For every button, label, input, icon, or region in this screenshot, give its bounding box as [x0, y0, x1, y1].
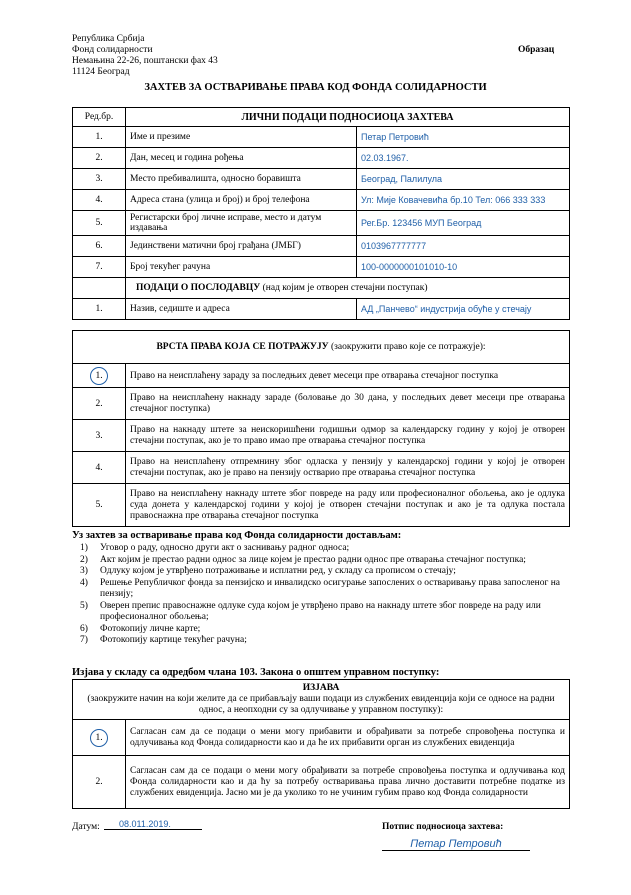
table-row — [73, 236, 570, 257]
row-label: Број текућег рачуна — [126, 257, 357, 278]
item-no: 7) — [80, 635, 88, 645]
org-line: Немањина 22-26, поштански фах 43 — [72, 56, 218, 66]
option-no-cell — [73, 720, 126, 756]
name-field[interactable]: Петар Петровић — [357, 127, 570, 148]
personal-heading: ЛИЧНИ ПОДАЦИ ПОДНОСИОЦА ЗАХТЕВА — [126, 108, 570, 127]
attachments-heading: Уз захтев за остваривање права код Фонда солидарности достављам: — [72, 530, 402, 541]
rights-note: (заокружити право које се потражује): — [330, 342, 486, 352]
option-no[interactable]: 4. — [73, 452, 126, 484]
row-no: 5. — [73, 211, 126, 236]
right-option[interactable] — [73, 364, 570, 388]
org-line: Фонд солидарности — [72, 45, 153, 55]
right-option[interactable] — [73, 388, 570, 420]
rights-heading-cell — [73, 331, 570, 364]
form-tag: Образац — [518, 45, 555, 55]
bank-account-field[interactable]: 100-0000000101010-10 — [357, 257, 570, 278]
item-text: Решење Републичког фонда за пензијско и инвалидско осигурање запослених о остваривању права запосленог на пензију; — [100, 577, 561, 599]
row-label: Регистарски број личне исправе, место и датум издавања — [126, 211, 357, 236]
item-text: Фотокопију личне карте; — [100, 623, 201, 634]
statement-option[interactable] — [73, 756, 570, 809]
personal-data-table — [72, 107, 570, 320]
attachments-list — [80, 543, 580, 647]
col-header-no: Ред.бр. — [73, 108, 126, 127]
residence-field[interactable]: Београд, Палилула — [357, 169, 570, 190]
statement-heading: Изјава у складу са одредбом члана 103. Закона о општем управном поступку: — [72, 667, 440, 678]
sender-address — [72, 34, 218, 78]
signature-label: Потпис подносиоца захтева: — [382, 822, 504, 832]
option-text: Право на неисплаћену зараду за последњих девет месеци пре отварања стечајног поступка — [126, 364, 570, 388]
option-text: Сагласан сам да се подаци о мени могу прибавити и обрађивати за потребе спровођења поступка и одлучивања код Фонда солидарности као и да ће их прибавити орган из службених евиденција — [126, 720, 570, 756]
row-label: Адреса стана (улица и број) и број телефона — [126, 190, 357, 211]
statement-box-note: (заокружите начин на који желите да се прибављају вaши подаци из службених евиденција који се односе на радни однос, а неопходни су за одлучивање у управном поступку): — [87, 694, 555, 715]
option-text: Сагласан сам да се подаци о мени могу обрађивати за потребе спровођења поступка и одлучивања код Фонда солидарности као и да ћу за потребу остваривања права лично доставити потребне податке из службених евиденција. Јасно ми је да уколико то не учиним губим право код Фонда солидарности — [126, 756, 570, 809]
row-no: 3. — [73, 169, 126, 190]
row-label: Место пребивалишта, односно боравишта — [126, 169, 357, 190]
birthdate-field[interactable]: 02.03.1967. — [357, 148, 570, 169]
row-no: 1. — [73, 299, 126, 320]
list-item — [80, 566, 580, 578]
table-row — [73, 211, 570, 236]
item-text: Оверен препис правоснажне одлуке суда којом је утврђено право на накнаду штете због повреде на раду или професионалног обољења; — [100, 600, 541, 622]
item-text: Фотокопију картице текућег рачуна; — [100, 635, 247, 645]
item-no: 4) — [80, 577, 88, 588]
row-no: 4. — [73, 190, 126, 211]
table-row — [73, 169, 570, 190]
employer-heading: ПОДАЦИ О ПОСЛОДАВЦУ — [136, 283, 261, 293]
table-row — [73, 148, 570, 169]
row-no: 7. — [73, 257, 126, 278]
item-no: 3) — [80, 566, 88, 576]
option-text: Право на накнаду штете за неискоришћени годишњи одмор за календарску годину у којој је отворен стечајни поступак, ако је то право имао пре отварања стечајног поступка — [126, 420, 570, 452]
right-option[interactable] — [73, 484, 570, 527]
table-row — [73, 257, 570, 278]
empty-cell — [73, 278, 126, 299]
item-no: 1) — [80, 543, 88, 553]
page-title: ЗАХТЕВ ЗА ОСТВАРИВАЊЕ ПРАВА КОД ФОНДА СОЛИДАРНОСТИ — [144, 82, 487, 93]
row-no: 1. — [73, 127, 126, 148]
row-no: 2. — [73, 148, 126, 169]
statement-box-title: ИЗЈАВА — [302, 683, 340, 693]
date-field[interactable]: 08.011.2019. — [104, 819, 202, 830]
list-item — [80, 635, 580, 647]
rights-table — [72, 330, 570, 527]
list-item — [80, 578, 580, 601]
item-text: Акт којим је престао радни однос за лице којем је престао радни однос пре отварања стечајног поступка; — [100, 554, 526, 565]
org-line: Република Србија — [72, 34, 145, 44]
option-no[interactable]: 2. — [73, 756, 126, 809]
row-label: Назив, седиште и адреса — [126, 299, 357, 320]
selected-circle[interactable]: 1. — [90, 729, 108, 747]
jmbg-field[interactable]: 0103967777777 — [357, 236, 570, 257]
employer-note: (над којим је отворен стечајни поступак) — [262, 283, 428, 293]
row-label: Име и презиме — [126, 127, 357, 148]
right-option[interactable] — [73, 452, 570, 484]
statement-box-header — [73, 680, 570, 720]
option-no-cell — [73, 364, 126, 388]
org-line: 11124 Београд — [72, 67, 130, 77]
employer-field[interactable]: АД „Панчево“ индустрија обуће у стечају — [357, 299, 570, 320]
item-no: 2) — [80, 554, 88, 565]
option-text: Право на неисплаћену накнаду зараде (боловање до 30 дана, у последњих девет месеци пре отварања стечајног поступка) — [126, 388, 570, 420]
date-label: Датум: — [72, 822, 100, 832]
list-item — [80, 543, 580, 555]
option-no[interactable]: 3. — [73, 420, 126, 452]
right-option[interactable] — [73, 420, 570, 452]
item-text: Одлуку којом је утврђено потраживање и исплатни ред, у складу са прописом о стечају; — [100, 566, 456, 576]
option-no[interactable]: 5. — [73, 484, 126, 527]
list-item — [80, 555, 580, 567]
list-item — [80, 601, 580, 624]
option-text: Право на неисплаћену накнаду штете због повреде на раду или професионалног обољења, ако је одлука суда донета у календарској години у којој је отворен стечајни поступак и ако је та одлука постала правоснажна пре отварања стечајног поступка — [126, 484, 570, 527]
table-row — [73, 299, 570, 320]
table-row — [73, 190, 570, 211]
row-label: Јединствени матични број грађана (ЈМБГ) — [126, 236, 357, 257]
address-phone-field[interactable]: Ул: Мије Ковачевића бр.10 Тел: 066 333 333 — [357, 190, 570, 211]
option-no[interactable]: 2. — [73, 388, 126, 420]
row-label: Дан, месец и година рођења — [126, 148, 357, 169]
selected-circle[interactable]: 1. — [90, 367, 108, 385]
item-no: 6) — [80, 623, 88, 634]
employer-heading-cell — [126, 278, 570, 299]
id-document-field[interactable]: Рег.Бр. 123456 МУП Београд — [357, 211, 570, 236]
table-row — [73, 127, 570, 148]
signature-field[interactable]: Петар Петровић — [382, 838, 530, 851]
statement-table — [72, 679, 570, 809]
list-item — [80, 624, 580, 636]
option-text: Право на неисплаћену отпремнину због одласка у пензију у календарској години у којој је отворен стечајни поступак, ако је право на пензију остварио пре отварања стечајног поступка — [126, 452, 570, 484]
item-no: 5) — [80, 600, 88, 611]
statement-option[interactable] — [73, 720, 570, 756]
row-no: 6. — [73, 236, 126, 257]
item-text: Уговор о раду, односно други акт о заснивању радног односа; — [100, 543, 350, 553]
rights-heading: ВРСТА ПРАВА КОЈА СЕ ПОТРАЖУЈУ — [156, 342, 329, 352]
